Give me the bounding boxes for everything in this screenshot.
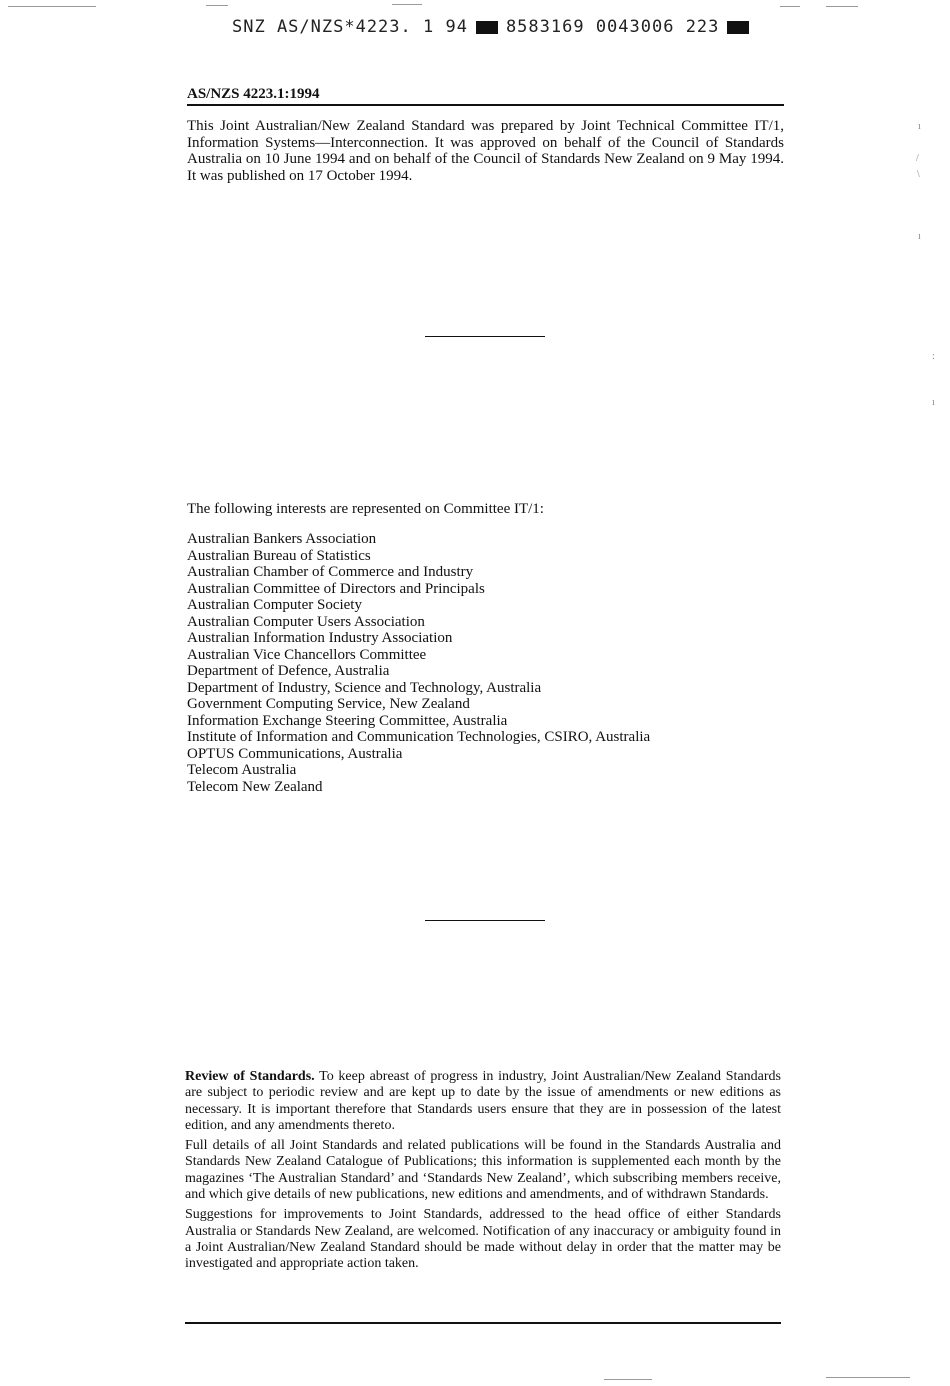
review-paragraph [185, 1069, 781, 1134]
catalog-code-prefix: SNZ AS/NZS*4223. 1 94 [232, 17, 468, 37]
document-identifier: AS/NZS 4223.1:1994 [187, 84, 784, 106]
black-block-mark [476, 21, 498, 34]
section-divider [425, 336, 545, 337]
black-block-mark [727, 21, 749, 34]
list-item: Australian Computer Society [187, 597, 362, 613]
margin-mark: ı [932, 397, 935, 408]
list-item: Telecom New Zealand [187, 778, 323, 795]
list-item: Australian Bureau of Statistics [187, 547, 371, 564]
bottom-rule [185, 1322, 781, 1324]
margin-mark: \ [917, 169, 920, 180]
section-divider [425, 920, 545, 921]
list-item: Australian Information Industry Association [187, 630, 453, 646]
preparation-note: This Joint Australian/New Zealand Standard was prepared by Joint Technical Committee IT/1, Information Systems—Interconnection. It was approved on behalf of the Council of Standards Australia on 10 June 1994 and on behalf of the Council of Standards New Zealand on 9 May 1994. It was published on 17 October 1994. [187, 118, 784, 184]
list-item: Australian Bankers Association [187, 531, 377, 547]
list-item: Institute of Information and Communication Technologies, CSIRO, Australia [187, 729, 651, 745]
catalog-code-mid: 8583169 0043006 223 [505, 17, 720, 37]
review-of-standards-section [185, 1069, 781, 1277]
margin-mark: / [916, 153, 919, 164]
review-title: Review of Standards. [185, 1069, 315, 1084]
scan-mark [392, 4, 422, 5]
review-intro: To keep abreast of progress in industry, Joint Australian/New Zealand Standards are subject to periodic review and are kept up to date by the issue of amendments or new editions as necessary. It is important therefore that Standards users ensure that they are in possession of the latest edition, and any amendments thereto. [185, 1069, 781, 1133]
scan-mark [826, 6, 858, 7]
catalog-code-stamp [232, 14, 792, 40]
margin-mark: : [932, 351, 935, 362]
scan-mark [8, 6, 96, 7]
scan-mark [780, 6, 800, 7]
list-item: Australian Committee of Directors and Principals [187, 580, 485, 597]
list-item: Australian Chamber of Commerce and Industry [187, 564, 474, 580]
list-item: Government Computing Service, New Zealand [187, 696, 470, 712]
list-item: OPTUS Communications, Australia [187, 745, 403, 762]
review-paragraph: Full details of all Joint Standards and related publications will be found in the Standards Australia and Standards New Zealand Catalogue of Publications; this information is supplemented each month by the magazines ‘The Australian Standard’ and ‘Standards New Zealand’, which subscribing members receive, and which give details of new publications, new editions and amendments, and of withdrawn Standards. [185, 1138, 781, 1203]
list-item: Department of Industry, Science and Technology, Australia [187, 679, 542, 696]
list-item: Information Exchange Steering Committee, Australia [187, 712, 508, 729]
list-item: Telecom Australia [187, 762, 297, 778]
margin-mark: ı [918, 231, 921, 242]
scan-mark [206, 5, 228, 6]
margin-mark: ı [918, 121, 921, 132]
committee-heading: The following interests are represented on Committee IT/1: [187, 501, 544, 517]
list-item: Australian Vice Chancellors Committee [187, 646, 427, 663]
scan-mark [826, 1377, 910, 1378]
review-paragraph: Suggestions for improvements to Joint Standards, addressed to the head office of either Standards Australia or Standards New Zealand, are welcomed. Notification of any inaccuracy or ambiguity found in a Joint Australian/New Zealand Standard should be made without delay in order that the matter may be investigated and appropriate action taken. [185, 1207, 781, 1272]
scan-mark [604, 1379, 652, 1380]
list-item: Australian Computer Users Association [187, 613, 425, 630]
committee-member-list [187, 531, 787, 795]
list-item: Department of Defence, Australia [187, 663, 390, 679]
